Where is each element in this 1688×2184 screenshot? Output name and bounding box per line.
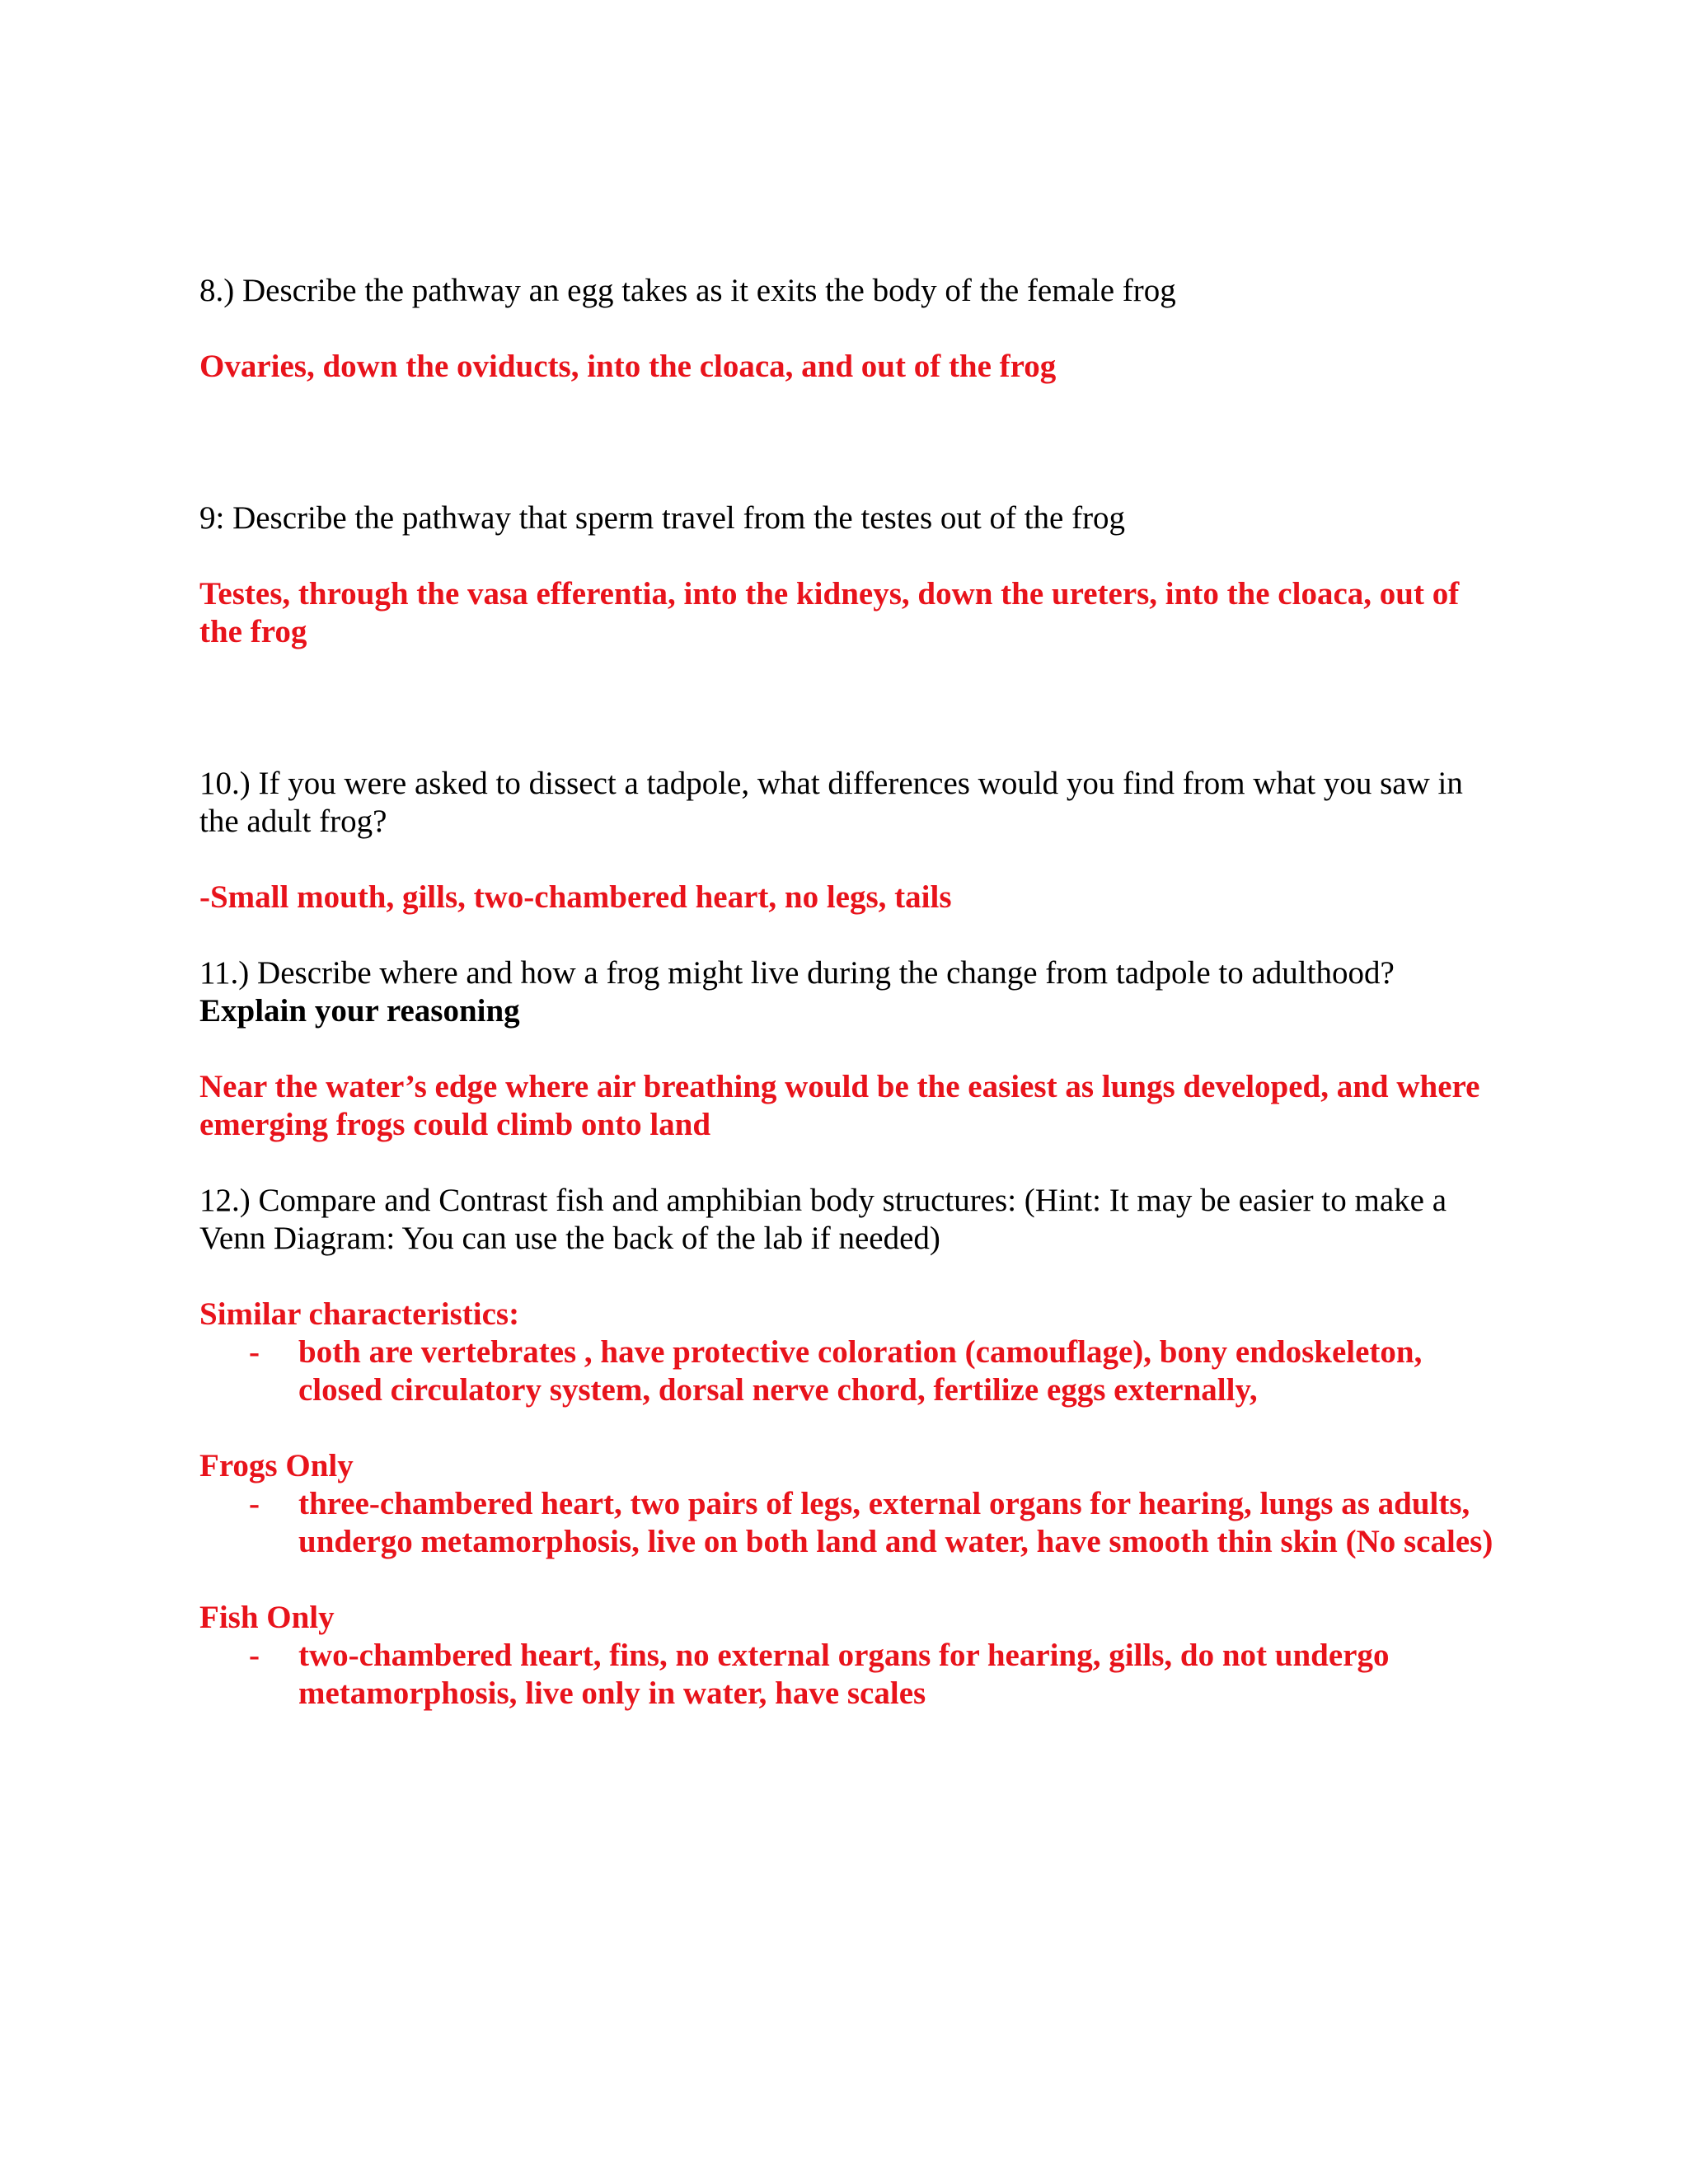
question-11-answer: Near the water’s edge where air breathing would be the easiest as lungs developed, and where emerging frogs could climb onto land xyxy=(199,1069,1480,1142)
question-9-prompt: 9: Describe the pathway that sperm travel from the testes out of the frog xyxy=(199,500,1126,536)
similar-heading: Similar characteristics: xyxy=(199,1296,520,1332)
question-8-prompt: 8.) Describe the pathway an egg takes as it exits the body of the female frog xyxy=(199,273,1176,308)
worksheet-page xyxy=(199,272,1502,1713)
bullet-dash: - xyxy=(249,1486,260,1521)
question-11-instruction: Explain your reasoning xyxy=(199,993,520,1029)
similar-bullet xyxy=(199,1333,1502,1409)
frogs-only-text: three-chambered heart, two pairs of legs, external organs for hearing, lungs as adults, undergo metamorphosis, live on both land and water, have smooth thin skin (No scales) xyxy=(298,1486,1493,1559)
bullet-dash: - xyxy=(249,1638,260,1673)
fish-only-bullet xyxy=(199,1637,1502,1713)
question-10-answer: -Small mouth, gills, two-chambered heart, no legs, tails xyxy=(199,879,952,915)
fish-only-heading: Fish Only xyxy=(199,1600,335,1635)
question-11-prompt: 11.) Describe where and how a frog might live during the change from tadpole to adulthood? xyxy=(199,955,1395,991)
bullet-dash: - xyxy=(249,1334,260,1370)
question-9-answer: Testes, through the vasa efferentia, into the kidneys, down the ureters, into the cloaca, out of the frog xyxy=(199,576,1460,649)
question-8-answer: Ovaries, down the oviducts, into the cloaca, and out of the frog xyxy=(199,349,1057,384)
similar-text: both are vertebrates , have protective coloration (camouflage), bony endoskeleton, closed circulatory system, dorsal nerve chord, fertilize eggs externally, xyxy=(298,1334,1423,1408)
question-10-prompt: 10.) If you were asked to dissect a tadpole, what differences would you find from what you saw in the adult frog? xyxy=(199,766,1463,839)
frogs-only-heading: Frogs Only xyxy=(199,1448,354,1483)
frogs-only-bullet xyxy=(199,1485,1502,1561)
fish-only-text: two-chambered heart, fins, no external organs for hearing, gills, do not undergo metamorphosis, live only in water, have scales xyxy=(298,1638,1390,1711)
question-12-prompt: 12.) Compare and Contrast fish and amphibian body structures: (Hint: It may be easier to make a Venn Diagram: You can use the back of the lab if needed) xyxy=(199,1183,1447,1256)
